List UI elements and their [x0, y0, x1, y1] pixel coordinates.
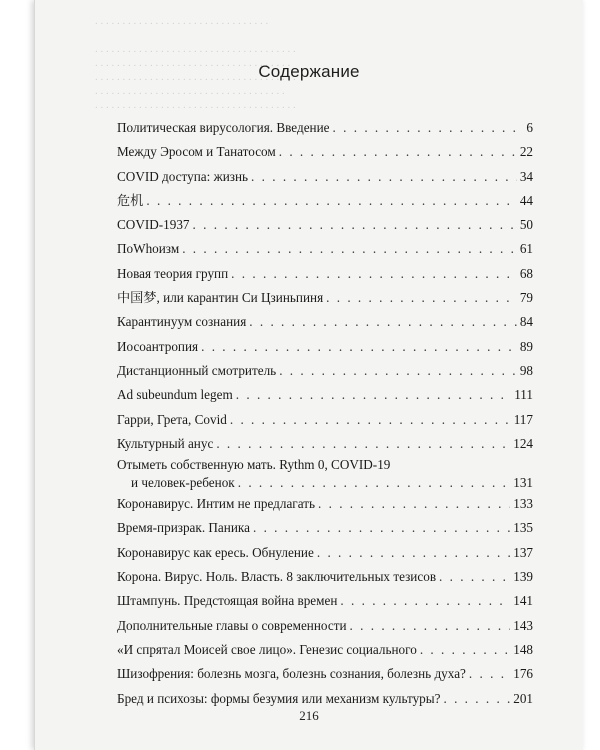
toc-entry[interactable]: [117, 140, 533, 164]
toc-entry-title: Дистанционный смотритель: [117, 362, 277, 378]
leader-dots: [231, 262, 517, 286]
toc-entry-title: Бред и психозы: формы безумия или механизм культуры?: [117, 690, 441, 706]
toc-entry-page: 6: [526, 120, 533, 135]
leader-dots: [236, 383, 511, 407]
toc-entry[interactable]: [117, 492, 533, 516]
toc-entry[interactable]: [117, 116, 533, 140]
leader-dots: [193, 213, 517, 237]
toc-entry[interactable]: [117, 589, 533, 613]
toc-entry-title: Ad subeundum legem: [117, 387, 233, 403]
toc-entry-title: Политическая вирусология. Введение: [117, 120, 330, 135]
toc-entry-page: 84: [519, 314, 533, 330]
toc-entry-title: Коронавирус как ересь. Обнуление: [117, 544, 314, 560]
leader-dots: [279, 359, 517, 383]
toc-entry[interactable]: [117, 408, 533, 432]
toc-entry-title: и человек-ребенок: [131, 475, 235, 491]
toc-entry[interactable]: [117, 383, 533, 407]
page-number: 216: [299, 708, 319, 723]
leader-dots: [249, 310, 517, 334]
toc-entry[interactable]: [117, 359, 533, 383]
toc-heading: Содержание: [258, 62, 360, 81]
leader-dots: [253, 516, 510, 540]
table-of-contents: [117, 116, 533, 711]
toc-entry-page: 124: [513, 435, 533, 451]
leader-dots: [340, 589, 510, 613]
leader-dots: [326, 286, 517, 310]
leader-dots: [279, 140, 517, 164]
toc-entry-title: Культурный анус: [117, 435, 214, 451]
toc-entry-page: 137: [513, 544, 533, 560]
toc-entry-title: COVID-1937: [117, 217, 190, 233]
toc-entry[interactable]: [117, 165, 533, 189]
toc-entry-title: Карантинуум сознания: [117, 314, 247, 330]
toc-entry-title: Иосоантропия: [117, 338, 199, 354]
leader-dots: [318, 492, 510, 516]
toc-entry[interactable]: [117, 516, 533, 540]
toc-entry[interactable]: [117, 456, 533, 492]
toc-entry-title: 危机: [117, 192, 144, 208]
toc-entry-title: Шизофрения: болезнь мозга, болезнь сознания, болезнь духа?: [117, 666, 466, 682]
toc-entry-page: 89: [519, 338, 533, 354]
toc-entry-page: 61: [519, 241, 533, 257]
toc-entry-title: Коронавирус. Интим не предлагать: [117, 496, 315, 512]
leader-dots: [146, 189, 516, 213]
toc-entry-page: 201: [513, 690, 533, 706]
toc-entry-page: 68: [519, 265, 533, 281]
toc-entry-page: 143: [513, 617, 533, 633]
leader-dots: [317, 541, 510, 565]
toc-entry-page: 148: [513, 641, 533, 657]
leader-dots: [333, 116, 524, 140]
toc-entry[interactable]: [117, 638, 533, 662]
toc-entry[interactable]: [117, 335, 533, 359]
toc-entry[interactable]: [117, 432, 533, 456]
show-through-text: . . . . . . . . . . . . . . . . . . . . . . . . . . . . . . . . . . . . . . . . . . . . . . . . . . . . . . . . . . . . . . . . . . . . . . . . . . . . . . . . . . . . . . . . . . . . . . . . . . . . . . . . . . . . . . . . . . . . . . . . . . . . . . . . . . . . . . . . . . . . . . . . . . . . . . . . . . . . . . . . . . . . . . . . . . . . . . . . . . . . . . . . . . . . . . . . . . . . . . . . . . . . . . . . . . . . . .: [95, 15, 296, 111]
toc-entry-page: 22: [519, 144, 533, 160]
toc-entry-page: 98: [519, 362, 533, 378]
toc-entry[interactable]: [117, 213, 533, 237]
toc-entry-page: 79: [519, 290, 533, 306]
toc-entry[interactable]: [117, 614, 533, 638]
leader-dots: [420, 638, 510, 662]
toc-entry-page: 111: [514, 387, 533, 403]
toc-entry-title: Новая теория групп: [117, 265, 229, 281]
toc-entry-page: 133: [513, 496, 533, 512]
toc-entry[interactable]: [117, 286, 533, 310]
toc-entry-page: 131: [513, 475, 533, 491]
toc-entry[interactable]: [117, 189, 533, 213]
toc-entry-page: 34: [519, 168, 533, 184]
toc-entry-title: Дополнительные главы о современности: [117, 617, 347, 633]
toc-entry-title: 中国梦, или карантин Си Цзиньпиня: [117, 290, 324, 306]
toc-entry-page: 141: [513, 593, 533, 609]
toc-entry-page: 139: [513, 569, 533, 585]
leader-dots: [469, 662, 510, 686]
leader-dots: [350, 614, 511, 638]
toc-entry-title: ПоWhoизм: [117, 241, 180, 257]
leader-dots: [216, 432, 510, 456]
toc-entry-title: Штампунь. Предстоящая война времен: [117, 593, 338, 609]
toc-entry-page: 50: [519, 217, 533, 233]
book-page: [34, 0, 583, 750]
toc-entry-title: «И спрятал Моисей свое лицо». Генезис социального: [117, 641, 417, 657]
leader-dots: [201, 335, 517, 359]
toc-entry[interactable]: [117, 237, 533, 261]
leader-dots: [230, 408, 511, 432]
toc-entry[interactable]: [117, 662, 533, 686]
toc-entry-title-line1: Отыметь собственную мать. Rythm 0, COVID-19: [117, 457, 391, 473]
leader-dots: [251, 165, 517, 189]
toc-entry-page: 135: [513, 520, 533, 536]
toc-entry[interactable]: [117, 541, 533, 565]
toc-entry[interactable]: [117, 565, 533, 589]
toc-entry-page: 176: [513, 666, 533, 682]
toc-entry-title: Корона. Вирус. Ноль. Власть. 8 заключительных тезисов: [117, 569, 437, 585]
toc-entry-title: Между Эросом и Танатосом: [117, 144, 276, 160]
leader-dots: [238, 474, 511, 492]
toc-entry-page: 117: [513, 411, 533, 427]
toc-entry[interactable]: [117, 262, 533, 286]
toc-entry-title: COVID доступа: жизнь: [117, 168, 249, 184]
toc-entry-title: Гарри, Грета, Covid: [117, 411, 227, 427]
toc-entry[interactable]: [117, 310, 533, 334]
toc-entry-page: 44: [519, 192, 533, 208]
leader-dots: [182, 237, 517, 261]
toc-entry-title: Время-призрак. Паника: [117, 520, 250, 536]
leader-dots: [439, 565, 510, 589]
